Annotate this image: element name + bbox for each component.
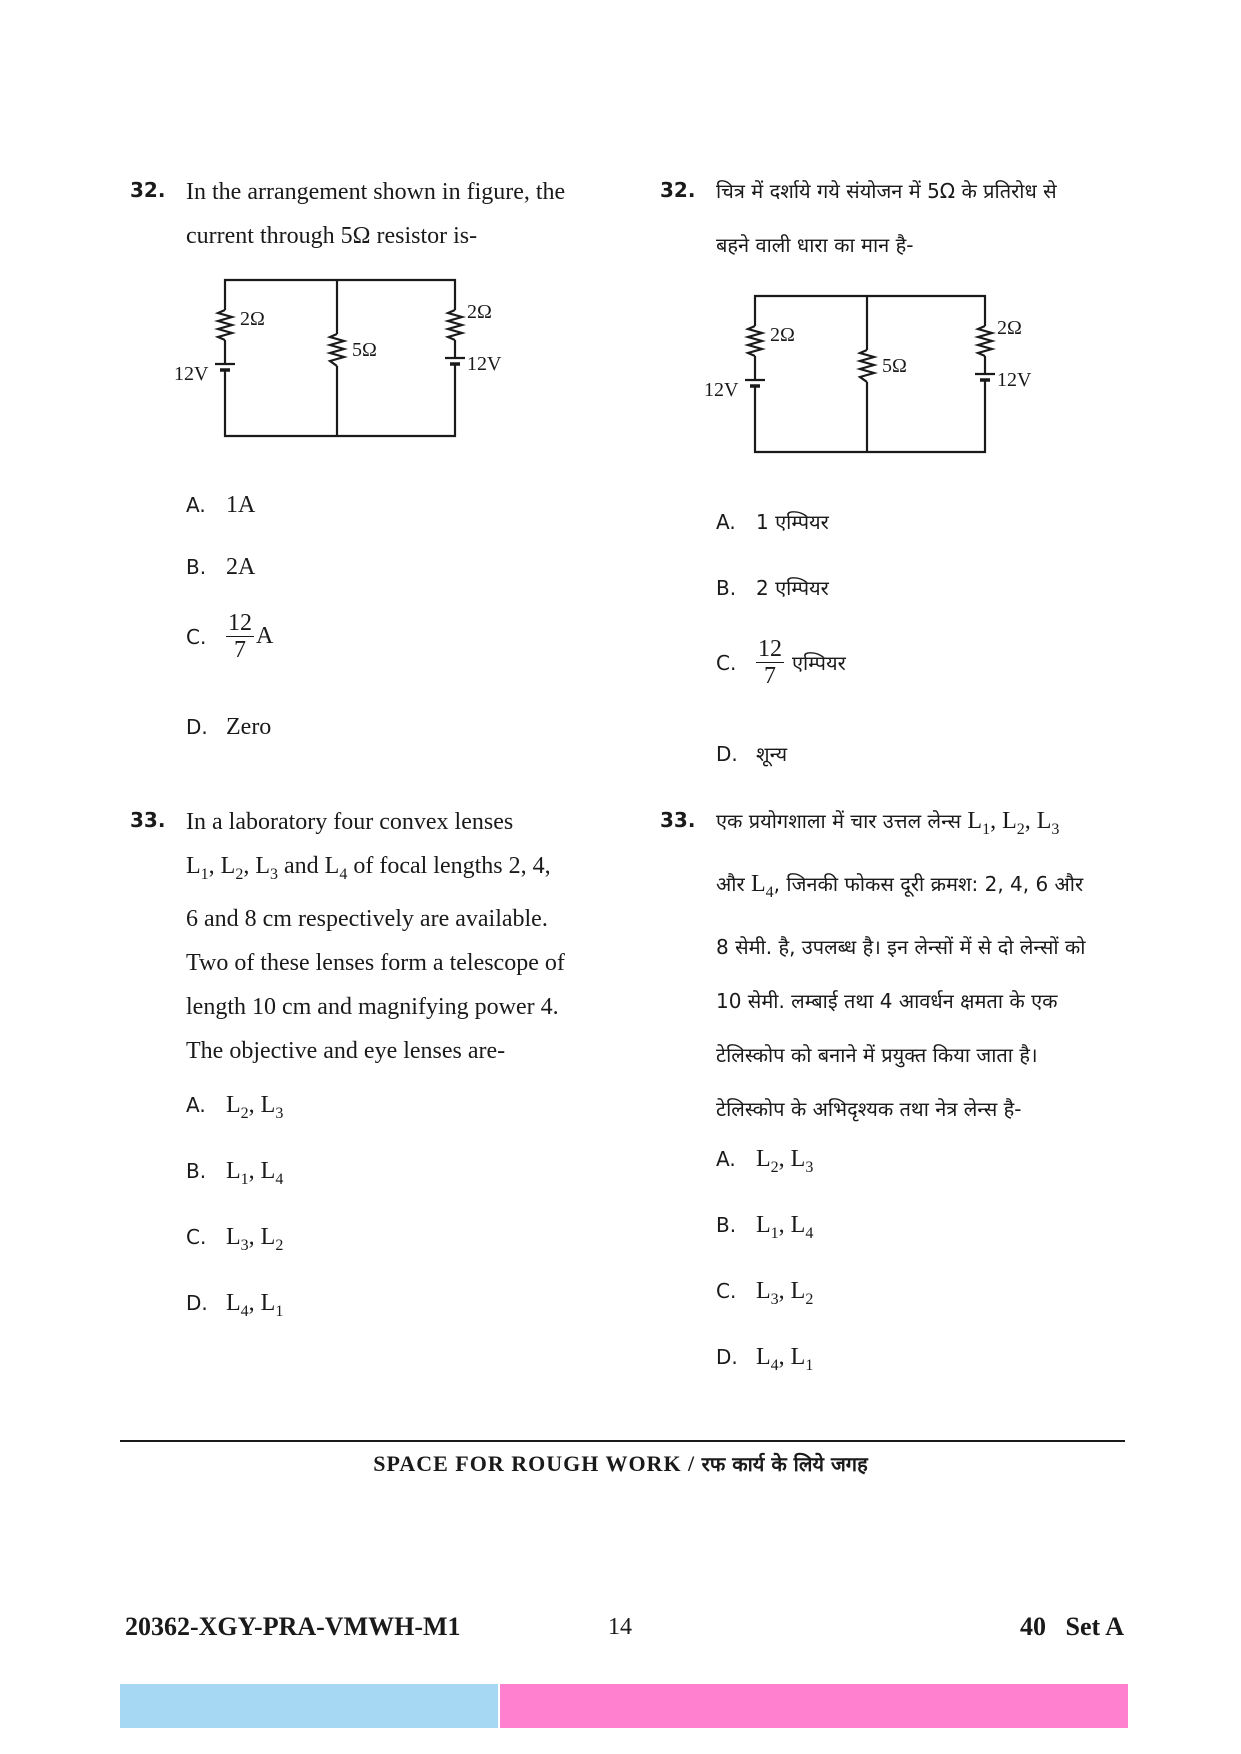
question-line: Two of these lenses form a telescope of bbox=[186, 949, 565, 976]
option-label: C. bbox=[716, 1279, 737, 1303]
fraction-denominator: 7 bbox=[234, 637, 246, 663]
resistor-label-mid: 5Ω bbox=[352, 339, 377, 361]
option-d[interactable] bbox=[716, 740, 787, 768]
footer-bar-pink bbox=[500, 1684, 1128, 1728]
option-label: A. bbox=[716, 510, 736, 534]
fraction-numerator: 12 bbox=[758, 636, 782, 662]
subscript: 3 bbox=[770, 1290, 779, 1308]
footer-bar-blue bbox=[120, 1684, 498, 1728]
resistor-label-left: 2Ω bbox=[240, 308, 265, 330]
option-text: 1 एम्पियर bbox=[756, 510, 829, 534]
rough-work-en: SPACE FOR ROUGH WORK / bbox=[373, 1451, 702, 1476]
fraction bbox=[226, 610, 254, 663]
subscript: 4 bbox=[805, 1224, 814, 1242]
circuit-diagram bbox=[704, 286, 1040, 486]
option-a[interactable]: A. $L_2$, $L_3$ bbox=[186, 1092, 284, 1122]
option-d[interactable] bbox=[186, 714, 271, 741]
option-label: D. bbox=[716, 1345, 738, 1369]
question-line: चित्र में दर्शाये गये संयोजन में 5Ω के प्रतिरोध से bbox=[716, 179, 1057, 203]
subscript: 1 bbox=[275, 1302, 284, 1320]
question-line: $L_1$, $L_2$, $L_3$ and $L_4$ of focal lengths 2, 4, bbox=[186, 853, 551, 883]
option-text: 2 एम्पियर bbox=[756, 576, 829, 600]
question-line: current through 5Ω resistor is- bbox=[186, 223, 478, 249]
option-label: C. bbox=[716, 650, 737, 675]
option-a[interactable] bbox=[716, 508, 829, 536]
option-label: D. bbox=[186, 1291, 208, 1315]
question-line: और $L_4$, जिनकी फोकस दूरी क्रमश: 2, 4, 6 और bbox=[716, 870, 1084, 901]
subscript: 3 bbox=[275, 1104, 284, 1122]
question-number: 33. bbox=[130, 808, 166, 832]
option-b[interactable] bbox=[716, 574, 829, 602]
question-line: एक प्रयोगशाला में चार उत्तल लेन्स $L_1$, $L_2$, $L_3$ bbox=[716, 808, 1060, 838]
option-label: B. bbox=[186, 555, 207, 579]
divider-rule bbox=[120, 1440, 1125, 1442]
option-c[interactable] bbox=[716, 636, 846, 689]
question-32-en bbox=[130, 170, 610, 258]
option-label: C. bbox=[186, 624, 207, 649]
question-number: 33. bbox=[660, 808, 696, 832]
option-label: B. bbox=[716, 1213, 737, 1237]
text-fragment: of focal lengths 2, 4, bbox=[347, 853, 551, 879]
option-a[interactable] bbox=[186, 492, 255, 519]
question-text bbox=[186, 170, 610, 258]
subscript: 2 bbox=[240, 1104, 249, 1122]
text-fragment: , जिनकी फोकस दूरी क्रमश: 2, 4, 6 और bbox=[773, 871, 1084, 896]
subscript: 1 bbox=[805, 1356, 814, 1374]
paper-code: 20362-XGY-PRA-VMWH-M1 bbox=[125, 1612, 461, 1641]
option-b[interactable]: B. $L_1$, $L_4$ bbox=[186, 1158, 284, 1188]
subscript: 2 bbox=[770, 1158, 779, 1176]
battery-label-right: 12V bbox=[997, 369, 1032, 391]
question-text bbox=[716, 794, 1160, 1136]
option-d[interactable]: D. $L_4$, $L_1$ bbox=[186, 1290, 284, 1320]
question-text bbox=[186, 800, 610, 1073]
option-b[interactable]: B. $L_1$, $L_4$ bbox=[716, 1212, 814, 1242]
option-label: C. bbox=[186, 1225, 207, 1249]
subscript: 4 bbox=[275, 1170, 284, 1188]
question-line: टेलिस्कोप को बनाने में प्रयुक्त किया जाता है। bbox=[716, 1042, 1038, 1067]
subscript: 3 bbox=[240, 1236, 249, 1254]
question-number: 32. bbox=[130, 178, 166, 202]
fraction-denominator: 7 bbox=[764, 663, 776, 689]
text-fragment: और bbox=[716, 871, 751, 896]
rough-work-hi: रफ कार्य के लिये जगह bbox=[701, 1452, 868, 1476]
subscript: 3 bbox=[805, 1158, 814, 1176]
question-32-hi bbox=[660, 170, 1140, 272]
question-33-hi bbox=[660, 800, 1160, 1136]
question-number: 32. bbox=[660, 178, 696, 202]
option-b[interactable] bbox=[186, 554, 255, 581]
subscript: 1 bbox=[770, 1224, 779, 1242]
text-fragment: एक प्रयोगशाला में चार उत्तल लेन्स bbox=[716, 809, 968, 833]
option-unit: एम्पियर bbox=[792, 651, 846, 675]
battery-label-right: 12V bbox=[467, 353, 502, 375]
text-fragment: and bbox=[278, 853, 325, 879]
rough-work-heading bbox=[0, 1450, 1241, 1477]
circuit-diagram bbox=[174, 270, 510, 470]
option-label: B. bbox=[186, 1159, 207, 1183]
option-text: Zero bbox=[226, 714, 272, 740]
option-text: 2A bbox=[226, 554, 256, 580]
resistor-label-left: 2Ω bbox=[770, 324, 795, 346]
resistor-label-right: 2Ω bbox=[997, 317, 1022, 339]
battery-label-left: 12V bbox=[174, 363, 209, 385]
option-text: 1A bbox=[226, 492, 256, 518]
question-line: In the arrangement shown in figure, the bbox=[186, 179, 566, 205]
subscript: 2 bbox=[275, 1236, 284, 1254]
question-text bbox=[716, 164, 1140, 272]
resistor-label-right: 2Ω bbox=[467, 301, 492, 323]
question-line: टेलिस्कोप के अभिदृश्यक तथा नेत्र लेन्स है- bbox=[716, 1096, 1022, 1121]
option-c[interactable] bbox=[186, 610, 273, 663]
battery-label-left: 12V bbox=[704, 379, 739, 401]
question-line: 10 सेमी. लम्बाई तथा 4 आवर्धन क्षमता के एक bbox=[716, 988, 1058, 1013]
option-c[interactable]: C. $L_3$, $L_2$ bbox=[716, 1278, 814, 1308]
fraction bbox=[756, 636, 784, 689]
question-line: बहने वाली धारा का मान है- bbox=[716, 233, 914, 257]
question-line: The objective and eye lenses are- bbox=[186, 1037, 506, 1064]
option-label: A. bbox=[186, 493, 206, 517]
option-label: A. bbox=[186, 1093, 206, 1117]
option-d[interactable]: D. $L_4$, $L_1$ bbox=[716, 1344, 814, 1374]
resistor-label-mid: 5Ω bbox=[882, 355, 907, 377]
option-label: A. bbox=[716, 1147, 736, 1171]
option-label: D. bbox=[716, 742, 738, 766]
subscript: 4 bbox=[770, 1356, 779, 1374]
option-label: D. bbox=[186, 715, 208, 739]
question-line: In a laboratory four convex lenses bbox=[186, 809, 514, 835]
set-label: 40 Set A bbox=[1020, 1612, 1124, 1641]
question-line: length 10 cm and magnifying power 4. bbox=[186, 993, 559, 1020]
subscript: 2 bbox=[805, 1290, 814, 1308]
question-line: 6 and 8 cm respectively are available. bbox=[186, 905, 548, 932]
option-c[interactable]: C. $L_3$, $L_2$ bbox=[186, 1224, 284, 1254]
page-number: 14 bbox=[608, 1614, 632, 1640]
option-unit: A bbox=[256, 623, 274, 649]
subscript: 4 bbox=[240, 1302, 249, 1320]
subscript: 1 bbox=[240, 1170, 249, 1188]
question-33-en bbox=[130, 800, 610, 1073]
fraction-numerator: 12 bbox=[228, 610, 252, 636]
option-text: शून्य bbox=[756, 742, 788, 766]
option-a[interactable]: A. $L_2$, $L_3$ bbox=[716, 1146, 814, 1176]
question-line: 8 सेमी. है, उपलब्ध है। इन लेन्सों में से दो लेन्सों को bbox=[716, 934, 1086, 959]
option-label: B. bbox=[716, 576, 737, 600]
